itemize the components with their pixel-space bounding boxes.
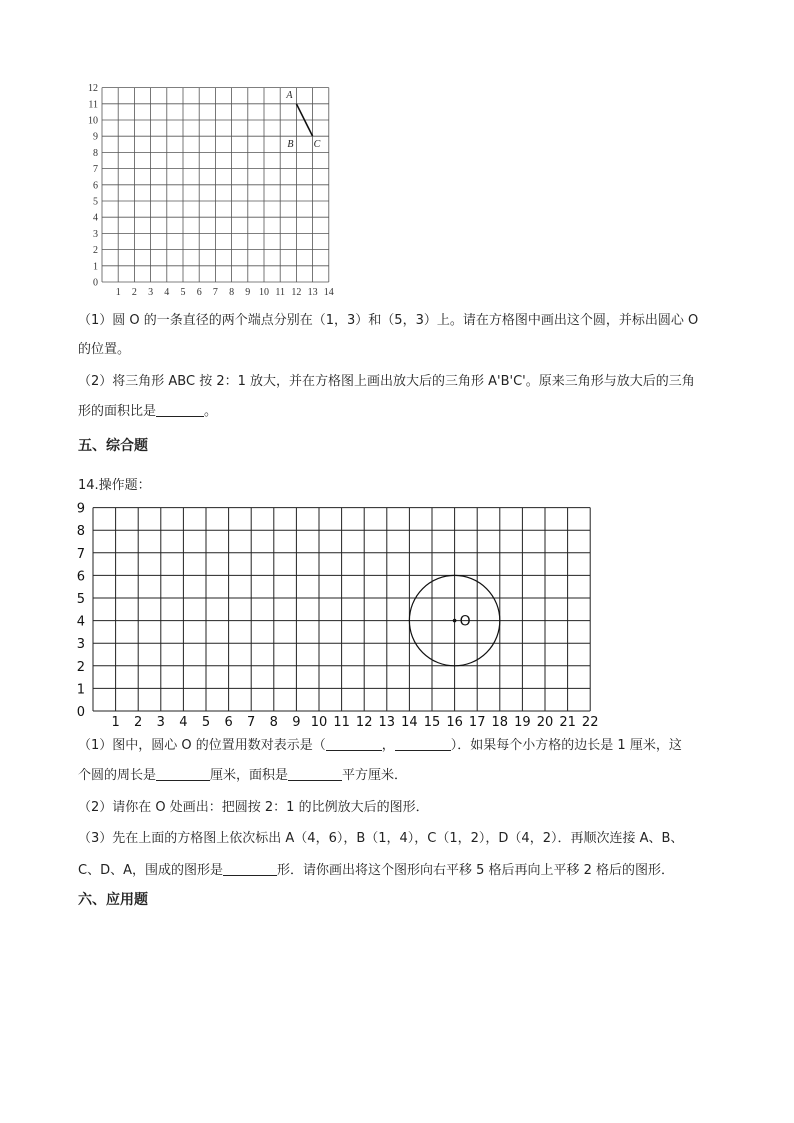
vertex-label-c: C [313, 139, 321, 151]
grid2-x-tick: 7 [247, 715, 256, 730]
grid1-x-tick: 5 [180, 287, 186, 298]
grid2-x-tick: 20 [536, 715, 554, 730]
grid2-y-tick: 2 [76, 659, 85, 675]
grid1-y-tick: 8 [93, 147, 98, 159]
grid2-x-tick: 21 [559, 715, 576, 730]
grid1-x-tick: 7 [212, 287, 218, 298]
q14-part1-line2 [78, 766, 407, 785]
grid2-x-tick: 22 [581, 715, 599, 730]
grid2-x-tick: 4 [179, 715, 188, 730]
q14-part1-text-d: 厘米，面积是 [210, 768, 289, 783]
q13-part2-end: 。 [204, 404, 218, 419]
grid2-y-tick: 8 [76, 524, 85, 540]
grid2-x-tick: 10 [310, 715, 328, 730]
grid1-y-tick: 7 [93, 164, 98, 176]
q13-part2-line1: （2）将三角形 ABC 按 2：1 放大，并在方格图上画出放大后的三角形 A'B'C'。原来三角形与放大后的三角 [78, 374, 695, 389]
grid1-y-tick: 5 [93, 196, 98, 208]
grid1-x-tick: 9 [245, 287, 251, 298]
answer-blank-x[interactable] [326, 736, 382, 751]
grid2-y-tick: 4 [76, 614, 85, 630]
grid-figure-1 [80, 80, 340, 300]
grid1-x-tick: 13 [307, 287, 318, 298]
grid2-x-tick: 16 [446, 715, 463, 730]
grid2-y-tick: 1 [76, 682, 85, 698]
q14-part3-text-b: 形．请你画出将这个图形向右平移 5 格后再向上平移 2 格后的图形． [276, 863, 675, 878]
grid2-x-tick: 2 [134, 715, 143, 730]
center-label-o: O [459, 613, 471, 630]
answer-blank-shape[interactable] [223, 861, 277, 876]
q14-part1-text-c: 个圆的周长是 [78, 768, 157, 783]
vertex-label-a: A [286, 89, 293, 101]
grid2-y-tick: 5 [76, 592, 85, 607]
center-point-o [453, 619, 457, 623]
q14-part3-line1: （3）先在上面的方格图上依次标出 A（4，6），B（1，4），C（1，2），D（4，2）．再顺次连接 A、B、 [78, 831, 684, 846]
vertex-label-b: B [287, 139, 294, 151]
section-5-title: 五、综合题 [78, 438, 148, 454]
grid1-y-tick: 12 [88, 83, 98, 95]
grid1-x-tick: 12 [291, 287, 302, 298]
grid2-y-tick: 9 [76, 501, 85, 517]
grid1-y-tick: 2 [93, 245, 98, 257]
q14-part1-text-e: 平方厘米． [342, 768, 408, 783]
grid2-x-tick: 12 [355, 715, 373, 730]
grid1-y-tick: 3 [93, 228, 98, 240]
grid2-y-tick: 7 [76, 546, 85, 562]
grid2-x-tick: 14 [401, 715, 418, 730]
q14-part1-comma: ， [381, 738, 395, 753]
grid1-x-tick: 1 [115, 287, 121, 298]
q14-title: 14.操作题： [78, 478, 151, 493]
q14-part3-line2 [78, 861, 674, 880]
answer-blank-area[interactable] [288, 766, 342, 781]
q14-part1-line1 [78, 736, 682, 755]
grid1-x-tick: 3 [148, 287, 154, 298]
grid1-y-tick: 11 [88, 99, 98, 111]
answer-blank-circumference[interactable] [156, 766, 210, 781]
grid2-x-tick: 3 [156, 715, 165, 730]
q14-part3-text-a: C、D、A，围成的图形是 [78, 863, 223, 878]
grid1-x-tick: 2 [131, 287, 137, 298]
grid-figure-2 [72, 498, 632, 734]
grid2-y-tick: 0 [76, 705, 85, 720]
grid1-x-tick: 10 [259, 287, 269, 298]
q13-part2-line2 [78, 402, 217, 421]
section-6-title: 六、应用题 [78, 892, 148, 908]
q14-part1-text-a: （1）图中，圆心 O 的位置用数对表示是（ [78, 738, 326, 753]
grid2-x-tick: 5 [201, 715, 211, 730]
q13-part1-line2: 的位置。 [78, 342, 131, 357]
grid2-x-tick: 19 [514, 715, 531, 730]
q13-part1-line1: （1）圆 O 的一条直径的两个端点分别在（1，3）和（5，3）上。请在方格图中画出这个圆，并标出圆心 O [78, 313, 699, 328]
grid1-x-tick: 14 [323, 287, 334, 298]
grid2-x-tick: 18 [491, 715, 509, 730]
grid2-y-tick: 3 [76, 637, 85, 653]
grid2-x-tick: 11 [333, 715, 350, 730]
grid1-x-tick: 6 [196, 287, 202, 298]
grid2-x-tick: 17 [468, 715, 486, 730]
grid1-x-tick: 4 [164, 287, 170, 298]
grid1-x-tick: 11 [275, 287, 286, 298]
grid2-x-tick: 9 [292, 715, 301, 730]
answer-blank-area-ratio[interactable] [156, 402, 204, 417]
grid2-y-tick: 6 [76, 569, 85, 585]
grid2-x-tick: 8 [269, 715, 278, 730]
grid2-x-tick: 13 [378, 715, 396, 730]
grid1-y-tick: 0 [93, 277, 98, 289]
grid1-y-tick: 4 [93, 212, 98, 224]
grid1-x-tick: 8 [229, 287, 235, 298]
q14-part1-text-b: ）．如果每个小方格的边长是 1 厘米，这 [450, 738, 682, 753]
q14-part2: （2）请你在 O 处画出：把圆按 2：1 的比例放大后的图形． [78, 800, 429, 815]
grid2-x-tick: 1 [111, 715, 120, 730]
grid2-x-tick: 6 [224, 715, 233, 730]
grid1-y-tick: 9 [93, 131, 98, 143]
answer-blank-y[interactable] [395, 736, 451, 751]
q13-part2-text: 形的面积比是 [78, 404, 157, 419]
grid1-y-tick: 10 [88, 115, 98, 127]
grid1-y-tick: 6 [93, 180, 98, 192]
grid2-x-tick: 15 [423, 715, 441, 730]
grid1-y-tick: 1 [93, 261, 98, 273]
